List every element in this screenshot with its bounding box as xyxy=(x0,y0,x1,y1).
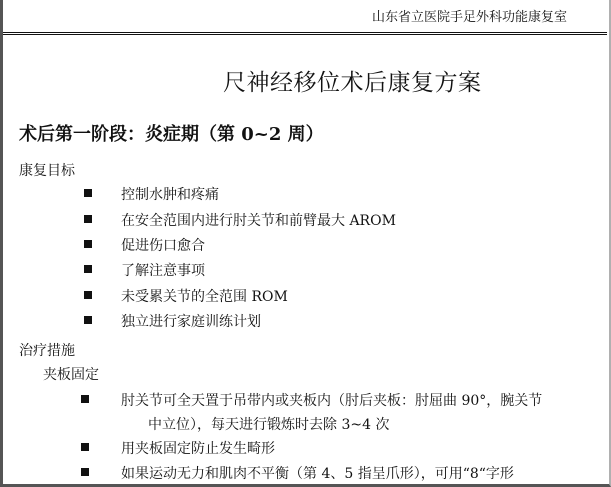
list-item-text: 了解注意事项 xyxy=(121,263,205,279)
square-bullet-icon xyxy=(84,291,92,299)
square-bullet-icon xyxy=(84,189,92,197)
list-item-text: 独立进行家庭训练计划 xyxy=(121,314,261,330)
square-bullet-icon xyxy=(81,395,89,403)
square-bullet-icon xyxy=(84,215,92,223)
document-title: 尺神经移位术后康复方案 xyxy=(223,70,482,96)
square-bullet-icon xyxy=(81,468,89,476)
list-item-text: 用夹板固定防止发生畸形 xyxy=(121,441,275,457)
square-bullet-icon xyxy=(84,265,92,273)
square-bullet-icon xyxy=(81,443,89,451)
list-item-text: 控制水肿和疼痛 xyxy=(121,187,219,203)
header-divider xyxy=(3,32,607,35)
list-item-text: 促进伤口愈合 xyxy=(121,238,205,254)
square-bullet-icon xyxy=(84,316,92,324)
splint-subheading: 夹板固定 xyxy=(43,367,99,383)
treatment-heading: 治疗措施 xyxy=(19,343,75,359)
page-header: 山东省立医院手足外科功能康复室 xyxy=(371,10,567,25)
list-item-text: 如果运动无力和肌肉不平衡（第 4、5 指呈爪形），可用“8“字形 xyxy=(121,466,514,482)
list-item-text: 未受累关节的全范围 ROM xyxy=(121,289,288,305)
list-item-continuation: 中立位），每天进行锻炼时去除 3~4 次 xyxy=(148,417,390,433)
list-item-text: 在安全范围内进行肘关节和前臂最大 AROM xyxy=(121,213,396,229)
goals-heading: 康复目标 xyxy=(19,163,75,179)
phase-heading: 术后第一阶段：炎症期（第 0~2 周） xyxy=(19,124,324,145)
list-item-text: 肘关节可全天置于吊带内或夹板内（肘后夹板：肘屈曲 90°，腕关节 xyxy=(121,393,543,409)
square-bullet-icon xyxy=(84,240,92,248)
